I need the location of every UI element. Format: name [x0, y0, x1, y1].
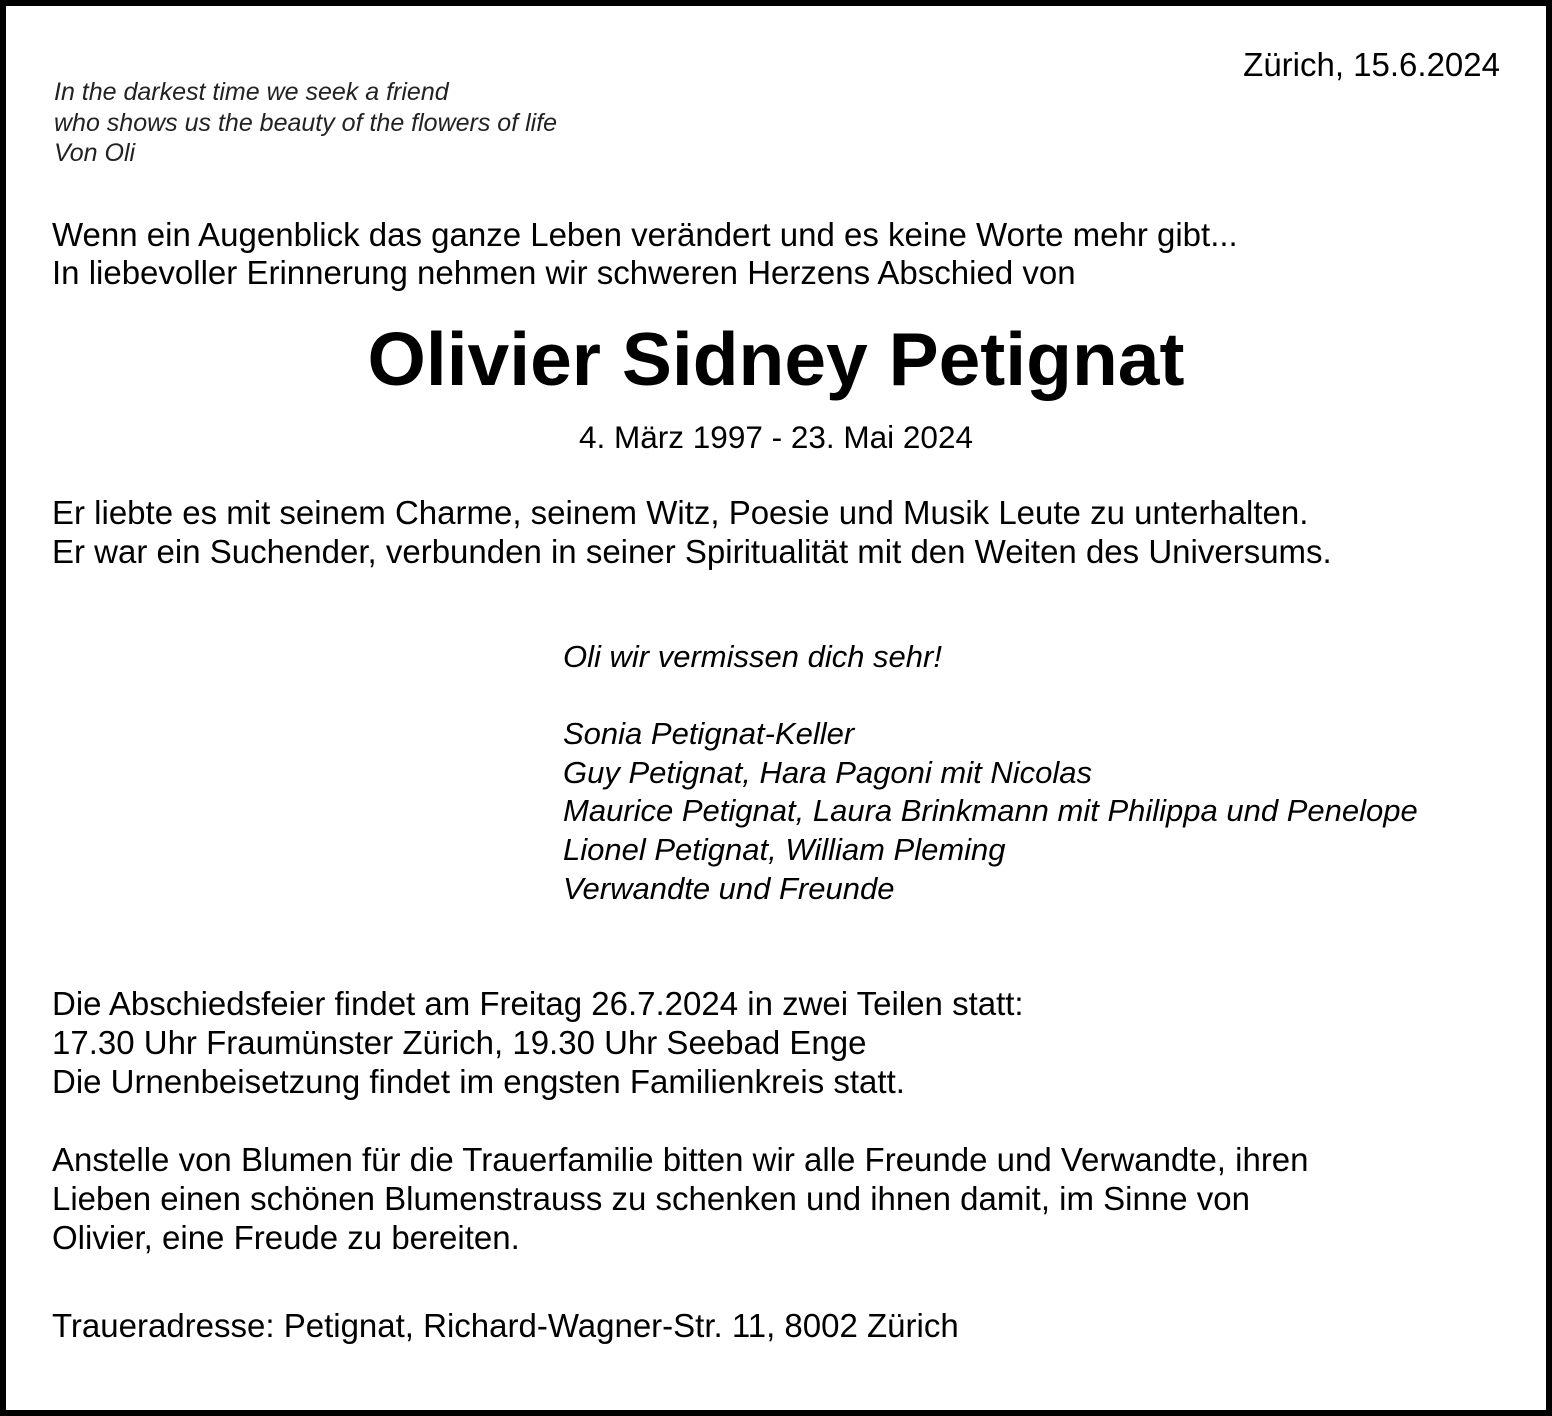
flowers-note-line: Anstelle von Blumen für die Trauerfamilie bitten wir alle Freunde und Verwandte, ihren: [52, 1141, 1309, 1178]
motto-line: who shows us the beauty of the flowers of life: [54, 109, 558, 137]
ceremony-line: Die Urnenbeisetzung findet im engsten Familienkreis statt.: [52, 1063, 905, 1100]
place-date: Zürich, 15.6.2024: [1243, 46, 1500, 83]
ceremony-line: Die Abschiedsfeier findet am Freitag 26.7.2024 in zwei Teilen statt:: [52, 985, 1024, 1022]
mourner-name: Verwandte und Freunde: [563, 871, 895, 906]
ceremony-line: 17.30 Uhr Fraumünster Zürich, 19.30 Uhr Seebad Enge: [52, 1024, 867, 1061]
flowers-note-line: Lieben einen schönen Blumenstrauss zu schenken und ihnen damit, im Sinne von: [52, 1180, 1250, 1217]
farewell-message: Oli wir vermissen dich sehr!: [563, 639, 942, 674]
mourner-name: Lionel Petignat, William Pleming: [563, 832, 1006, 867]
motto-line: In the darkest time we seek a friend: [54, 78, 449, 106]
mourning-address: Traueradresse: Petignat, Richard-Wagner-Str. 11, 8002 Zürich: [52, 1307, 959, 1344]
intro-line: Wenn ein Augenblick das ganze Leben verändert und es keine Worte mehr gibt...: [52, 216, 1238, 253]
deceased-name: Olivier Sidney Petignat: [367, 317, 1185, 401]
mourner-name: Guy Petignat, Hara Pagoni mit Nicolas: [563, 755, 1092, 790]
mourner-name: Sonia Petignat-Keller: [563, 716, 855, 751]
tribute-line: Er liebte es mit seinem Charme, seinem Witz, Poesie und Musik Leute zu unterhalten.: [52, 494, 1309, 531]
mourner-name: Maurice Petignat, Laura Brinkmann mit Philippa und Penelope: [563, 793, 1418, 828]
motto-author: Von Oli: [54, 139, 136, 167]
flowers-note-line: Olivier, eine Freude zu bereiten.: [52, 1219, 520, 1256]
life-dates: 4. März 1997 - 23. Mai 2024: [579, 419, 973, 455]
intro-line: In liebevoller Erinnerung nehmen wir schweren Herzens Abschied von: [52, 254, 1076, 291]
tribute-line: Er war ein Suchender, verbunden in seiner Spiritualität mit den Weiten des Universums.: [52, 533, 1332, 570]
